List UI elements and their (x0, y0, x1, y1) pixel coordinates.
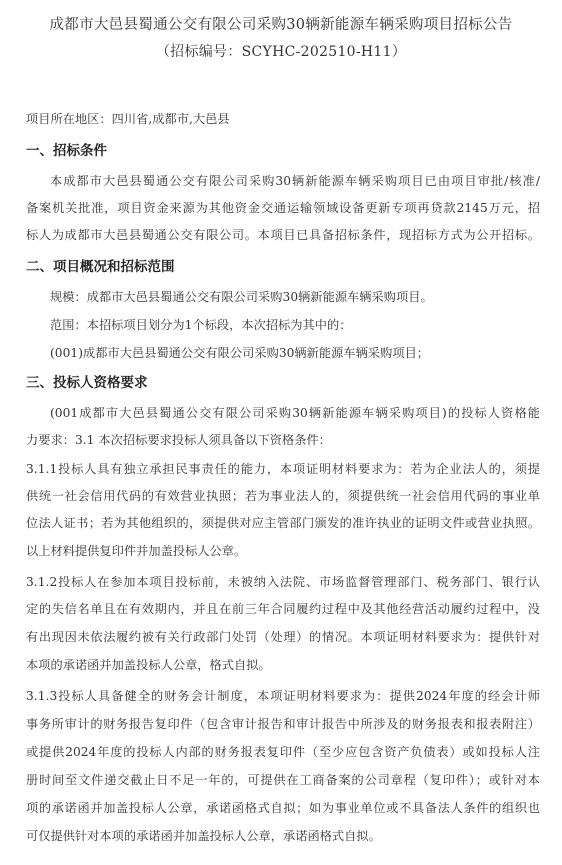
bid-number: （招标编号：SCYHC-202510-H11） (155, 44, 407, 60)
project-scale: 规模：成都市大邑县蜀通公交有限公司采购30辆新能源车辆采购项目。 (50, 290, 433, 304)
clause-3-1-3-line: 3.1.3投标人具备健全的财务会计制度，本项证明材料要求为：提供2024年度的经会计师 (26, 689, 540, 703)
paragraph-line: 备案机关批准，项目资金来源为其他资金交通运输领域设备更新专项再贷款2145万元，招 (26, 201, 540, 215)
section-heading-project-overview: 二、项目概况和招标范围 (26, 259, 175, 275)
paragraph-line: (001成都市大邑县蜀通公交有限公司采购30辆新能源车辆采购项目)的投标人资格能 (50, 406, 540, 420)
clause-3-1-3-line: 事务所审计的财务报告复印件（包含审计报告和审计报告中所涉及的财务报表和报表附注） (26, 717, 540, 731)
paragraph-line: 力要求：3.1 本次招标要求投标人须具备以下资格条件： (26, 433, 331, 447)
clause-3-1-1-line: 供统一社会信用代码的有效营业执照；若为事业法人的，须提供统一社会信用代码的事业单 (26, 489, 540, 503)
paragraph-line: 本成都市大邑县蜀通公交有限公司采购30辆新能源车辆采购项目已由项目审批/核准/ (50, 174, 540, 188)
clause-3-1-1-line: 位法人证书；若为其他组织的，须提供对应主管部门颁发的准许执业的证明文件或营业执照。 (26, 516, 540, 530)
clause-3-1-2-line: 定的失信名单且在有效期内，并且在前三年合同履约过程中及其他经营活动履约过程中，没 (26, 602, 540, 616)
clause-3-1-3-line: 或提供2024年度的投标人内部的财务报表复印件（至少应包含资产负债表）或如投标人注 (26, 745, 540, 759)
clause-3-1-1-line: 3.1.1投标人具有独立承担民事责任的能力，本项证明材料要求为：若为企业法人的，须提 (26, 462, 540, 476)
paragraph-line: 标人为成都市大邑县蜀通公交有限公司。本项目已具备招标条件，现招标方式为公开招标。 (26, 228, 540, 242)
document-title: 成都市大邑县蜀通公交有限公司采购30辆新能源车辆采购项目招标公告 (49, 17, 513, 33)
section-heading-bidding-conditions: 一、招标条件 (26, 143, 107, 159)
clause-3-1-1-line: 以上材料提供复印件并加盖投标人公章。 (26, 544, 247, 558)
clause-3-1-2-line: 3.1.2投标人在参加本项目投标前，未被纳入法院、市场监督管理部门、税务部门、银行认 (26, 575, 540, 589)
project-scope: 范围：本招标项目划分为1个标段，本次招标为其中的： (50, 318, 352, 332)
clause-3-1-3-line: 册时间至文件递交截止日不足一年的，可提供在工商备案的公司章程（复印件）；或针对本 (26, 773, 540, 787)
clause-3-1-3-line: 项的承诺函并加盖投标人公章，承诺函格式自拟；如为事业单位或不具备法人条件的组织也 (26, 801, 540, 815)
clause-3-1-3-line: 可仅提供针对本项的承诺函并加盖投标人公章，承诺函格式自拟。 (26, 829, 381, 843)
section-heading-bidder-qualifications: 三、投标人资格要求 (26, 375, 148, 391)
lot-item: (001)成都市大邑县蜀通公交有限公司采购30辆新能源车辆采购项目； (50, 346, 430, 360)
project-region: 项目所在地区：四川省,成都市,大邑县 (26, 112, 230, 126)
clause-3-1-2-line: 有出现因未依法履约被有关行政部门处罚（处理）的情况。本项证明材料要求为：提供针对 (26, 630, 540, 644)
clause-3-1-2-line: 本项的承诺函并加盖投标人公章，格式自拟。 (26, 658, 271, 672)
